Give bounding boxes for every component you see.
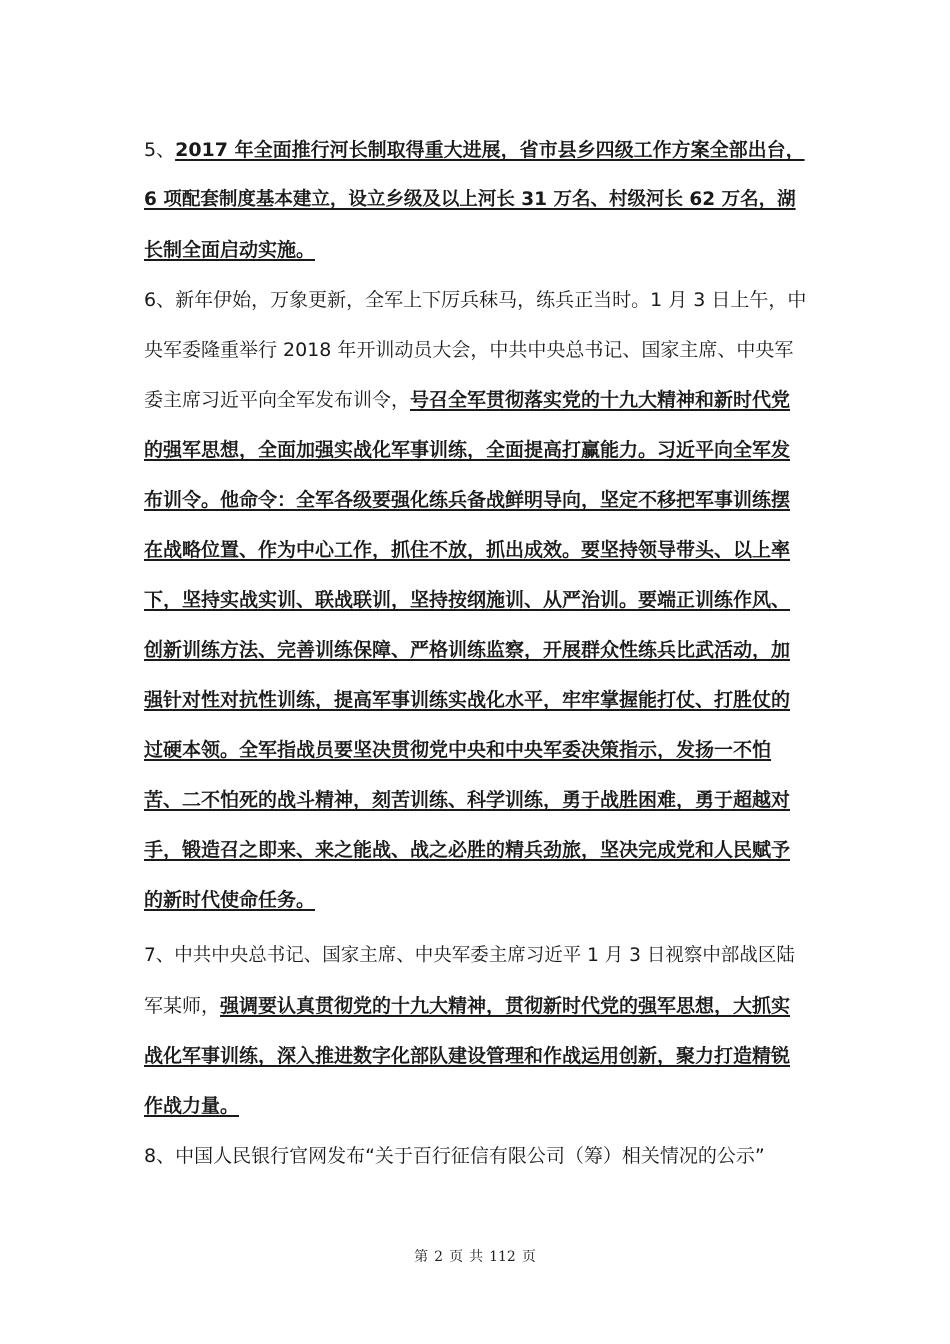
text: 5、: [144, 139, 176, 161]
emphasis-text: 作战力量。: [144, 1095, 240, 1117]
emphasis-text: 长制全面启动实施。: [144, 239, 316, 261]
emphasis-text: 战化军事训练，深入推进数字化部队建设管理和作战运用创新，聚力打造精锐: [144, 1045, 791, 1067]
paragraph-5-line-2: [144, 187, 796, 213]
paragraph-6-line-2: [144, 337, 793, 363]
emphasis-text: 创新训练方法、完善训练保障、严格训练监察，开展群众性练兵比武活动，加: [144, 639, 791, 661]
footer-text: 共: [469, 1249, 484, 1265]
paragraph-6-line-10: [144, 737, 771, 763]
text: 8、中国人民银行官网发布“关于百行征信有限公司（筹）相关情况的公示”: [144, 1145, 765, 1167]
text: 6、新年伊始，万象更新，全军上下厉兵秣马，练兵正当时。1 月 3 日上午，中: [144, 289, 807, 311]
page-footer: [0, 1246, 950, 1266]
paragraph-6-line-7: [144, 587, 790, 613]
text: 7、中共中央总书记、国家主席、中央军委主席习近平 1 月 3 日视察中部战区陆: [144, 945, 795, 966]
paragraph-6-line-6: [144, 537, 790, 563]
paragraph-6-line-11: [144, 787, 790, 813]
paragraph-5-line-3: [144, 237, 315, 263]
paragraph-6-line-9: [144, 687, 790, 713]
paragraph-7-line-3: [144, 1043, 790, 1069]
paragraph-7-line-4: [144, 1093, 239, 1119]
emphasis-text: 2017 年全面推行河长制取得重大进展，省市县乡四级工作方案全部出台，: [175, 139, 805, 161]
text: 军某师，: [144, 995, 221, 1017]
emphasis-text: 强调要认真贯彻党的十九大精神，贯彻新时代党的强军思想，大抓实: [220, 995, 791, 1017]
paragraph-6-line-3: [144, 387, 790, 413]
paragraph-8-line-1: [144, 1143, 765, 1169]
emphasis-text: 手，锻造召之即来、来之能战、战之必胜的精兵劲旅，坚决完成党和人民赋予: [144, 839, 791, 861]
paragraph-5-line-1: [144, 137, 805, 163]
paragraph-6-line-4: [144, 437, 790, 463]
text: 委主席习近平向全军发布训令，: [144, 389, 411, 411]
emphasis-text: 下，坚持实战实训、联战联训，坚持按纲施训、从严治训。要端正训练作风、: [144, 589, 791, 611]
paragraph-6-line-8: [144, 637, 790, 663]
current-page-number: 2: [434, 1249, 444, 1265]
paragraph-6-line-12: [144, 837, 790, 863]
emphasis-text: 号召全军贯彻落实党的十九大精神和新时代党: [410, 389, 791, 411]
emphasis-text: 的新时代使命任务。: [144, 889, 316, 911]
emphasis-text: 布训令。他命令：全军各级要强化练兵备战鲜明导向，坚定不移把军事训练摆: [144, 489, 791, 511]
footer-prefix: 第: [414, 1249, 429, 1265]
emphasis-text: 的强军思想，全面加强实战化军事训练，全面提高打赢能力。习近平向全军发: [144, 439, 791, 461]
emphasis-text: 过硬本领。全军指战员要坚决贯彻党中央和中央军委决策指示，发扬一不怕: [144, 739, 772, 761]
footer-text: 页: [449, 1249, 464, 1265]
emphasis-text: 6 项配套制度基本建立，设立乡级及以上河长 31 万名、村级河长 62 万名，湖: [144, 189, 796, 210]
paragraph-7-line-2: [144, 993, 790, 1019]
paragraph-6-line-13: [144, 887, 315, 913]
emphasis-text: 苦、二不怕死的战斗精神，刻苦训练、科学训练，勇于战胜困难，勇于超越对: [144, 789, 791, 811]
paragraph-7-line-1: [144, 943, 795, 969]
emphasis-text: 在战略位置、作为中心工作，抓住不放，抓出成效。要坚持领导带头、以上率: [144, 539, 791, 561]
paragraph-6-line-1: [144, 287, 806, 313]
emphasis-text: 强针对性对抗性训练，提高军事训练实战化水平，牢牢掌握能打仗、打胜仗的: [144, 689, 791, 711]
text: 央军委隆重举行 2018 年开训动员大会，中共中央总书记、国家主席、中央军: [144, 339, 794, 361]
footer-suffix: 页: [521, 1249, 536, 1265]
total-page-count: 112: [489, 1249, 516, 1265]
paragraph-6-line-5: [144, 487, 790, 513]
